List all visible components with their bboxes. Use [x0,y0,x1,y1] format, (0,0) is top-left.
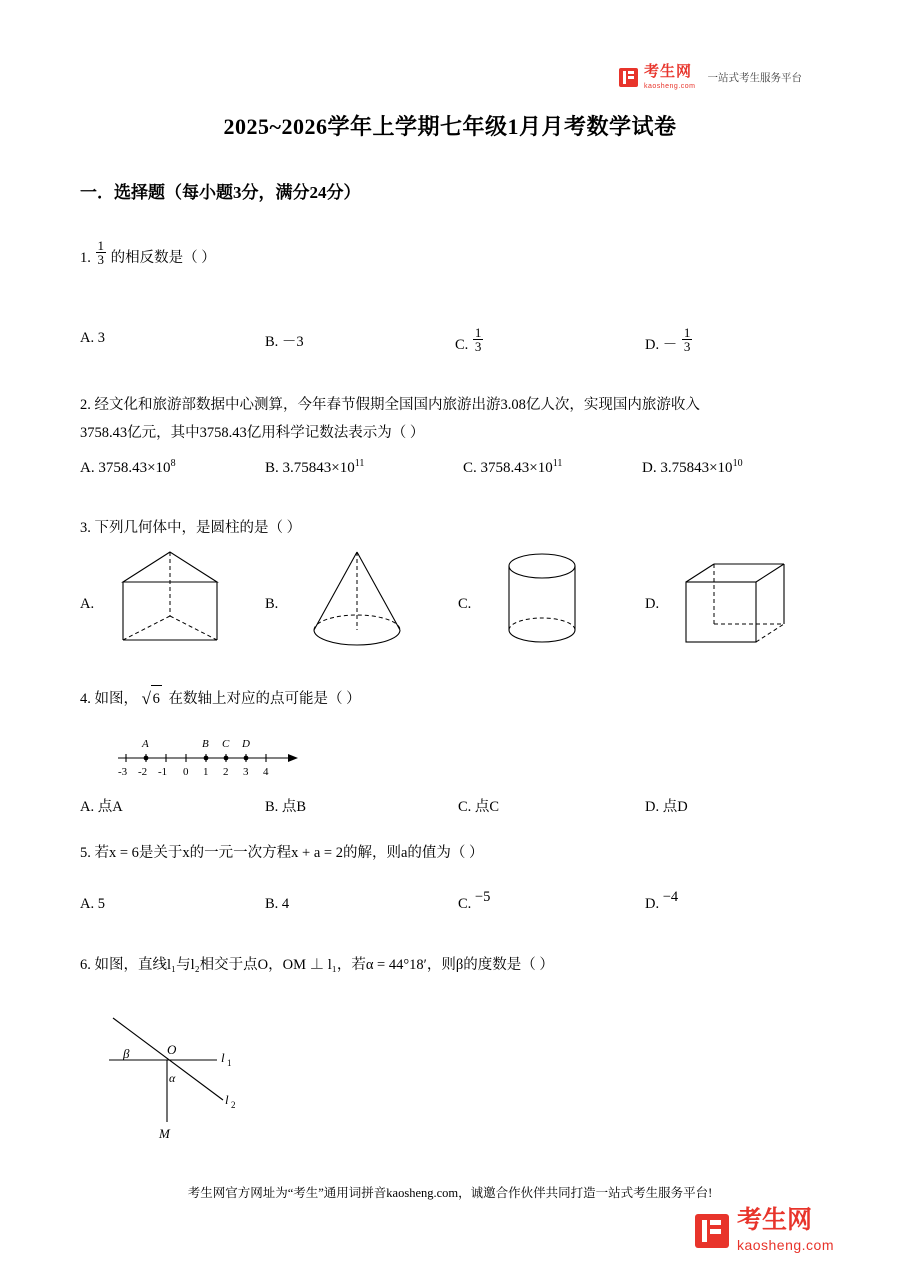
option-4-b [265,795,306,816]
option-label: A. [80,896,95,912]
page-title: 2025~2026学年上学期七年级1月月考数学试卷 [223,114,677,139]
question-4-text-before: 如图， [94,691,138,707]
svg-text:A: A [142,738,149,750]
option-mantissa: 3758.43 [480,460,530,476]
option-times: ×10 [331,460,355,476]
svg-text:D: D [242,738,250,750]
footer-brand-cn: 考生网 [736,1206,812,1234]
option-value: −5 [474,889,491,905]
option-label: B. [265,799,279,815]
svg-text:1: 1 [227,1058,232,1068]
option-1-c [455,324,484,360]
svg-text:B: B [202,738,209,750]
footer-brand-en: kaosheng.com [736,1237,834,1253]
question-2-number: 2. [80,397,91,413]
svg-text:0: 0 [183,766,189,778]
svg-text:-1: -1 [158,766,168,778]
option-sign: － [662,337,678,354]
question-4-options [80,795,820,821]
option-3-d-label: D. [645,596,660,612]
option-value: 4 [281,896,290,912]
svg-text:-3: -3 [118,766,128,778]
option-1-b [265,330,304,351]
option-label: D. [645,896,660,912]
logo-text-block [644,64,696,90]
option-label: C. [463,460,477,476]
section-heading: 一．选择题（每小题3分，满分24分） [80,183,361,202]
option-4-a [80,795,123,816]
footer-logo-mark-icon [695,1214,729,1248]
fraction-denominator: 3 [97,252,104,268]
option-5-b [265,896,289,913]
option-1-a [80,330,105,347]
option-label: C. [458,799,472,815]
question-1-text: 的相反数是（ ） [110,250,216,267]
question-4-number: 4. [80,691,91,707]
question-2-line2: 3758.43亿元，其中3758.43亿用科学记数法表示为（ ） [80,425,425,441]
option-fraction [473,326,484,356]
square-root-icon [142,685,165,714]
option-value: 点A [97,799,123,815]
option-label: D. [645,799,660,815]
option-label: A. [80,460,95,476]
site-logo [619,64,802,90]
logo-brand-en: kaosheng.com [643,83,696,90]
question-2-stem [80,392,840,420]
logo-brand-cn: 考生网 [643,63,692,80]
option-2-d [642,458,743,477]
question-2-options [80,458,840,488]
option-label: A. [80,330,95,346]
option-3-b-label: B. [265,596,279,612]
question-5-text: 若x = 6是关于x的一元一次方程x + a = 2的解，则a的值为（ ） [94,845,484,861]
option-exponent: 8 [170,458,176,469]
option-3-a-label: A. [80,596,95,612]
option-value: 3 [97,330,105,346]
question-6-text: 如图，直线l₁与l₂相交于点O，OM ⊥ l₁，若α = 44°18′，则β的度数是（ ） [94,957,554,973]
question-4-stem [80,685,361,714]
option-fraction [682,326,693,356]
option-times: ×10 [709,460,733,476]
option-2-a [80,458,176,477]
option-value: 点D [662,799,688,815]
option-exponent: 10 [732,458,743,469]
option-label: C. [455,337,469,354]
question-2-stem-line2 [80,420,840,448]
svg-text:-2: -2 [138,766,148,778]
option-mantissa: 3.75843 [282,460,332,476]
svg-text:2: 2 [223,766,229,778]
option-1-d [645,324,693,360]
option-2-c [463,458,562,477]
question-1-options [80,324,820,360]
option-exponent: 11 [552,458,563,469]
fraction-denominator: 3 [474,339,482,355]
question-2-line1: 经文化和旅游部数据中心测算，今年春节假期全国国内旅游出游3.08亿人次，实现国内旅游收入 [94,397,700,413]
number-line-figure [110,730,310,780]
svg-text:4: 4 [263,766,269,778]
option-value: 5 [97,896,105,912]
question-5-number: 5. [80,845,91,861]
question-6-number: 6. [80,957,91,973]
option-exponent: 11 [354,458,365,469]
option-label: D. [642,460,657,476]
question-5-options [80,889,820,922]
svg-text:β: β [123,1046,130,1061]
option-label: B. [265,334,279,350]
footer-logo [695,1208,834,1253]
option-times: ×10 [147,460,171,476]
svg-text:1: 1 [203,766,209,778]
question-6-stem [80,952,860,980]
svg-text:M: M [159,1126,170,1141]
option-mantissa: 3.75843 [660,460,710,476]
fraction-denominator: 3 [683,339,691,355]
option-value: 点B [281,799,307,815]
option-value: －3 [281,334,304,350]
footer-brand-block [737,1208,834,1253]
cube-icon [680,558,790,653]
svg-text:α: α [169,1071,176,1085]
option-4-c [458,795,499,816]
fraction-numerator: 1 [474,324,482,340]
option-value: 点C [474,799,500,815]
option-label: B. [265,896,279,912]
fraction-numerator: 1 [683,324,691,340]
option-5-a [80,896,105,913]
question-4-text-after: 在数轴上对应的点可能是（ ） [168,691,361,707]
svg-text:l: l [225,1092,229,1107]
question-3-number: 3. [80,520,91,536]
option-value: −4 [662,889,679,905]
option-4-d [645,795,688,816]
option-label: C. [458,896,472,912]
option-label: B. [265,460,279,476]
option-2-b [265,458,364,477]
prism-icon [115,548,225,653]
question-3-stem [80,515,301,543]
question-1-number: 1. [80,250,91,267]
option-5-d [645,889,679,913]
option-times: ×10 [529,460,553,476]
svg-text:C: C [222,738,230,750]
question-3-shape-options [80,548,820,658]
logo-tagline: 一站式考生服务平台 [707,71,802,84]
radicand: 6 [151,685,162,714]
option-3-c-label: C. [458,596,472,612]
svg-text:l: l [221,1050,225,1065]
footer-note: 考生网官方网址为“考生”通用词拼音kaosheng.com，诚邀合作伙伴共同打造一站式考生服务平台! [187,1186,713,1200]
svg-text:2: 2 [231,1100,236,1110]
logo-mark-icon [619,68,638,87]
question-6-figure [95,1000,295,1145]
cylinder-icon [492,548,592,653]
cone-icon [300,548,415,653]
question-5-stem [80,840,840,868]
fraction-numerator: 1 [97,237,104,253]
svg-text:3: 3 [243,766,249,778]
question-3-text: 下列几何体中，是圆柱的是（ ） [94,520,302,536]
svg-text:O: O [167,1042,177,1057]
question-1-stem [80,237,216,273]
option-mantissa: 3758.43 [98,460,148,476]
option-label: D. [645,337,660,354]
option-label: A. [80,799,95,815]
option-5-c [458,889,491,913]
question-1-fraction [96,239,107,269]
